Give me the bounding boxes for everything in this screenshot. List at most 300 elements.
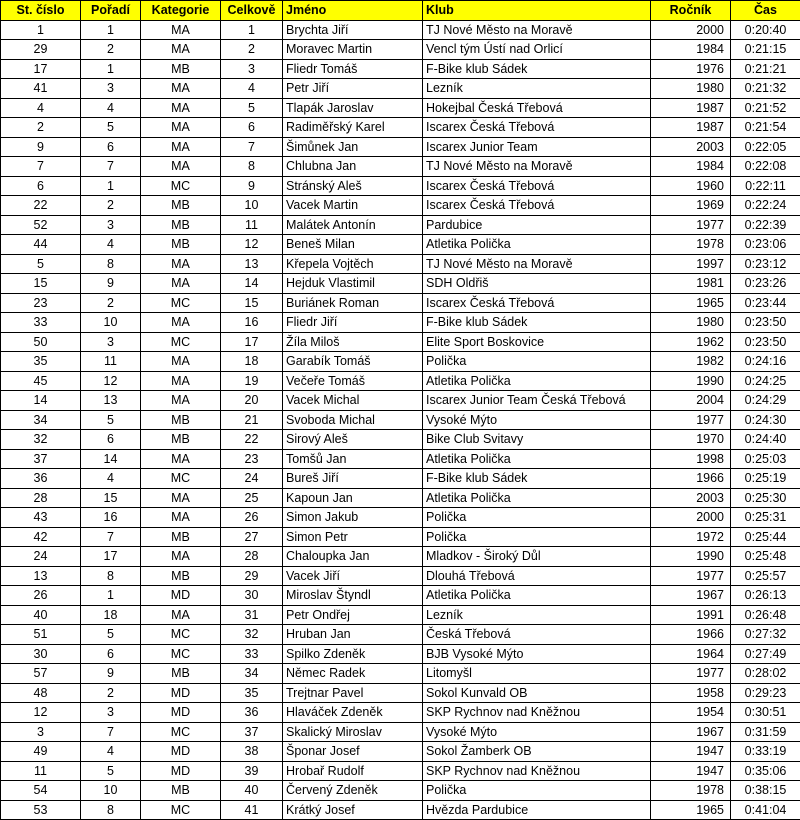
birth-year-cell: 1982 — [651, 352, 731, 372]
table-row — [1, 235, 800, 255]
name-cell: Stránský Aleš — [283, 176, 423, 196]
overall-cell: 20 — [221, 391, 283, 411]
category-cell: MA — [141, 371, 221, 391]
rank-cell: 9 — [81, 664, 141, 684]
overall-cell: 4 — [221, 79, 283, 99]
name-cell: Skalický Miroslav — [283, 722, 423, 742]
overall-cell: 26 — [221, 508, 283, 528]
name-cell: Vacek Martin — [283, 196, 423, 216]
name-cell: Kapoun Jan — [283, 488, 423, 508]
time-cell: 0:35:06 — [731, 761, 800, 781]
category-cell: MA — [141, 40, 221, 60]
rank-cell: 6 — [81, 644, 141, 664]
rank-cell: 10 — [81, 781, 141, 801]
start-number-cell: 3 — [1, 722, 81, 742]
club-cell: Iscarex Junior Team — [423, 137, 651, 157]
table-row — [1, 469, 800, 489]
name-cell: Beneš Milan — [283, 235, 423, 255]
birth-year-cell: 1997 — [651, 254, 731, 274]
name-cell: Červený Zdeněk — [283, 781, 423, 801]
table-row — [1, 59, 800, 79]
start-number-cell: 24 — [1, 547, 81, 567]
name-cell: Simon Petr — [283, 527, 423, 547]
overall-cell: 38 — [221, 742, 283, 762]
category-cell: MB — [141, 781, 221, 801]
start-number-cell: 32 — [1, 430, 81, 450]
birth-year-cell: 1967 — [651, 722, 731, 742]
time-cell: 0:25:03 — [731, 449, 800, 469]
start-number-cell: 6 — [1, 176, 81, 196]
time-cell: 0:28:02 — [731, 664, 800, 684]
table-row — [1, 449, 800, 469]
club-cell: Lezník — [423, 605, 651, 625]
time-cell: 0:24:29 — [731, 391, 800, 411]
time-cell: 0:22:08 — [731, 157, 800, 177]
start-number-cell: 49 — [1, 742, 81, 762]
birth-year-cell: 1987 — [651, 98, 731, 118]
club-cell: Lezník — [423, 79, 651, 99]
category-cell: MC — [141, 293, 221, 313]
overall-cell: 17 — [221, 332, 283, 352]
birth-year-cell: 2000 — [651, 508, 731, 528]
table-row — [1, 547, 800, 567]
category-cell: MA — [141, 391, 221, 411]
club-cell: Litomyšl — [423, 664, 651, 684]
category-cell: MB — [141, 430, 221, 450]
time-cell: 0:24:25 — [731, 371, 800, 391]
category-cell: MA — [141, 508, 221, 528]
overall-cell: 25 — [221, 488, 283, 508]
name-cell: Bureš Jiří — [283, 469, 423, 489]
name-cell: Radiměřský Karel — [283, 118, 423, 138]
time-cell: 0:25:30 — [731, 488, 800, 508]
birth-year-cell: 1976 — [651, 59, 731, 79]
start-number-cell: 29 — [1, 40, 81, 60]
club-cell: Hvězda Pardubice — [423, 800, 651, 820]
club-cell: Atletika Polička — [423, 449, 651, 469]
overall-cell: 23 — [221, 449, 283, 469]
club-cell: Iscarex Česká Třebová — [423, 118, 651, 138]
time-cell: 0:26:48 — [731, 605, 800, 625]
club-cell: Atletika Polička — [423, 586, 651, 606]
club-cell: Sokol Žamberk OB — [423, 742, 651, 762]
name-cell: Žíla Miloš — [283, 332, 423, 352]
table-row — [1, 742, 800, 762]
name-cell: Hrobař Rudolf — [283, 761, 423, 781]
category-cell: MB — [141, 196, 221, 216]
birth-year-cell: 1964 — [651, 644, 731, 664]
rank-cell: 5 — [81, 410, 141, 430]
overall-cell: 29 — [221, 566, 283, 586]
category-cell: MA — [141, 313, 221, 333]
category-cell: MD — [141, 683, 221, 703]
club-cell: Iscarex Česká Třebová — [423, 293, 651, 313]
overall-cell: 5 — [221, 98, 283, 118]
category-cell: MA — [141, 98, 221, 118]
birth-year-cell: 1987 — [651, 118, 731, 138]
time-cell: 0:21:15 — [731, 40, 800, 60]
table-row — [1, 430, 800, 450]
start-number-cell: 51 — [1, 625, 81, 645]
overall-cell: 24 — [221, 469, 283, 489]
overall-cell: 15 — [221, 293, 283, 313]
category-cell: MB — [141, 410, 221, 430]
birth-year-cell: 1947 — [651, 742, 731, 762]
name-cell: Vacek Michal — [283, 391, 423, 411]
rank-cell: 3 — [81, 332, 141, 352]
header-club: Klub — [423, 1, 651, 21]
birth-year-cell: 1980 — [651, 79, 731, 99]
time-cell: 0:31:59 — [731, 722, 800, 742]
time-cell: 0:24:30 — [731, 410, 800, 430]
name-cell: Němec Radek — [283, 664, 423, 684]
category-cell: MC — [141, 332, 221, 352]
start-number-cell: 40 — [1, 605, 81, 625]
header-overall: Celkově — [221, 1, 283, 21]
overall-cell: 2 — [221, 40, 283, 60]
birth-year-cell: 1954 — [651, 703, 731, 723]
birth-year-cell: 1977 — [651, 566, 731, 586]
birth-year-cell: 1981 — [651, 274, 731, 294]
club-cell: Polička — [423, 781, 651, 801]
table-row — [1, 352, 800, 372]
category-cell: MD — [141, 703, 221, 723]
rank-cell: 2 — [81, 293, 141, 313]
category-cell: MD — [141, 761, 221, 781]
name-cell: Buriánek Roman — [283, 293, 423, 313]
start-number-cell: 23 — [1, 293, 81, 313]
name-cell: Chlubna Jan — [283, 157, 423, 177]
start-number-cell: 28 — [1, 488, 81, 508]
rank-cell: 3 — [81, 215, 141, 235]
category-cell: MB — [141, 59, 221, 79]
club-cell: Mladkov - Široký Důl — [423, 547, 651, 567]
club-cell: Bike Club Svitavy — [423, 430, 651, 450]
name-cell: Miroslav Štyndl — [283, 586, 423, 606]
category-cell: MA — [141, 157, 221, 177]
birth-year-cell: 1965 — [651, 293, 731, 313]
time-cell: 0:23:50 — [731, 313, 800, 333]
header-row — [1, 1, 800, 21]
name-cell: Garabík Tomáš — [283, 352, 423, 372]
category-cell: MC — [141, 800, 221, 820]
rank-cell: 2 — [81, 683, 141, 703]
time-cell: 0:23:44 — [731, 293, 800, 313]
start-number-cell: 52 — [1, 215, 81, 235]
time-cell: 0:38:15 — [731, 781, 800, 801]
category-cell: MD — [141, 586, 221, 606]
start-number-cell: 37 — [1, 449, 81, 469]
club-cell: TJ Nové Město na Moravě — [423, 254, 651, 274]
rank-cell: 1 — [81, 176, 141, 196]
start-number-cell: 45 — [1, 371, 81, 391]
overall-cell: 14 — [221, 274, 283, 294]
name-cell: Brychta Jiří — [283, 20, 423, 40]
time-cell: 0:21:32 — [731, 79, 800, 99]
start-number-cell: 4 — [1, 98, 81, 118]
overall-cell: 21 — [221, 410, 283, 430]
name-cell: Křepela Vojtěch — [283, 254, 423, 274]
rank-cell: 5 — [81, 625, 141, 645]
start-number-cell: 50 — [1, 332, 81, 352]
rank-cell: 1 — [81, 20, 141, 40]
club-cell: Polička — [423, 527, 651, 547]
birth-year-cell: 1977 — [651, 664, 731, 684]
table-row — [1, 683, 800, 703]
rank-cell: 10 — [81, 313, 141, 333]
name-cell: Tlapák Jaroslav — [283, 98, 423, 118]
overall-cell: 1 — [221, 20, 283, 40]
table-row — [1, 644, 800, 664]
birth-year-cell: 1998 — [651, 449, 731, 469]
name-cell: Šimůnek Jan — [283, 137, 423, 157]
table-row — [1, 703, 800, 723]
rank-cell: 9 — [81, 274, 141, 294]
rank-cell: 18 — [81, 605, 141, 625]
name-cell: Petr Jiří — [283, 79, 423, 99]
club-cell: Atletika Polička — [423, 235, 651, 255]
club-cell: F-Bike klub Sádek — [423, 59, 651, 79]
birth-year-cell: 1990 — [651, 547, 731, 567]
club-cell: TJ Nové Město na Moravě — [423, 20, 651, 40]
start-number-cell: 35 — [1, 352, 81, 372]
club-cell: Pardubice — [423, 215, 651, 235]
table-row — [1, 605, 800, 625]
birth-year-cell: 1962 — [651, 332, 731, 352]
header-start-number: St. číslo — [1, 1, 81, 21]
overall-cell: 10 — [221, 196, 283, 216]
birth-year-cell: 1967 — [651, 586, 731, 606]
start-number-cell: 41 — [1, 79, 81, 99]
time-cell: 0:22:05 — [731, 137, 800, 157]
rank-cell: 17 — [81, 547, 141, 567]
birth-year-cell: 1980 — [651, 313, 731, 333]
birth-year-cell: 1984 — [651, 40, 731, 60]
start-number-cell: 54 — [1, 781, 81, 801]
birth-year-cell: 2004 — [651, 391, 731, 411]
overall-cell: 11 — [221, 215, 283, 235]
club-cell: Vysoké Mýto — [423, 410, 651, 430]
rank-cell: 14 — [81, 449, 141, 469]
header-category: Kategorie — [141, 1, 221, 21]
start-number-cell: 5 — [1, 254, 81, 274]
category-cell: MB — [141, 215, 221, 235]
start-number-cell: 2 — [1, 118, 81, 138]
name-cell: Sirový Aleš — [283, 430, 423, 450]
start-number-cell: 30 — [1, 644, 81, 664]
category-cell: MD — [141, 742, 221, 762]
overall-cell: 13 — [221, 254, 283, 274]
overall-cell: 34 — [221, 664, 283, 684]
rank-cell: 1 — [81, 586, 141, 606]
birth-year-cell: 2003 — [651, 137, 731, 157]
time-cell: 0:21:54 — [731, 118, 800, 138]
rank-cell: 13 — [81, 391, 141, 411]
birth-year-cell: 1958 — [651, 683, 731, 703]
name-cell: Svoboda Michal — [283, 410, 423, 430]
birth-year-cell: 1978 — [651, 235, 731, 255]
rank-cell: 3 — [81, 703, 141, 723]
club-cell: SKP Rychnov nad Kněžnou — [423, 703, 651, 723]
overall-cell: 41 — [221, 800, 283, 820]
overall-cell: 12 — [221, 235, 283, 255]
table-row — [1, 274, 800, 294]
overall-cell: 28 — [221, 547, 283, 567]
table-row — [1, 488, 800, 508]
name-cell: Vacek Jiří — [283, 566, 423, 586]
club-cell: Vysoké Mýto — [423, 722, 651, 742]
time-cell: 0:27:32 — [731, 625, 800, 645]
table-row — [1, 98, 800, 118]
rank-cell: 4 — [81, 742, 141, 762]
time-cell: 0:29:23 — [731, 683, 800, 703]
header-time: Čas — [731, 1, 800, 21]
table-row — [1, 196, 800, 216]
table-row — [1, 566, 800, 586]
table-row — [1, 215, 800, 235]
birth-year-cell: 1990 — [651, 371, 731, 391]
overall-cell: 40 — [221, 781, 283, 801]
name-cell: Petr Ondřej — [283, 605, 423, 625]
club-cell: Iscarex Česká Třebová — [423, 196, 651, 216]
name-cell: Fliedr Tomáš — [283, 59, 423, 79]
table-row — [1, 20, 800, 40]
birth-year-cell: 1977 — [651, 410, 731, 430]
category-cell: MB — [141, 235, 221, 255]
table-row — [1, 800, 800, 820]
club-cell: SKP Rychnov nad Kněžnou — [423, 761, 651, 781]
club-cell: Vencl tým Ústí nad Orlicí — [423, 40, 651, 60]
category-cell: MC — [141, 176, 221, 196]
rank-cell: 2 — [81, 196, 141, 216]
name-cell: Simon Jakub — [283, 508, 423, 528]
time-cell: 0:22:11 — [731, 176, 800, 196]
time-cell: 0:24:40 — [731, 430, 800, 450]
birth-year-cell: 1977 — [651, 215, 731, 235]
start-number-cell: 15 — [1, 274, 81, 294]
birth-year-cell: 1947 — [651, 761, 731, 781]
start-number-cell: 26 — [1, 586, 81, 606]
overall-cell: 3 — [221, 59, 283, 79]
club-cell: Polička — [423, 352, 651, 372]
start-number-cell: 7 — [1, 157, 81, 177]
start-number-cell: 53 — [1, 800, 81, 820]
category-cell: MB — [141, 566, 221, 586]
table-row — [1, 293, 800, 313]
birth-year-cell: 1991 — [651, 605, 731, 625]
name-cell: Hlaváček Zdeněk — [283, 703, 423, 723]
start-number-cell: 13 — [1, 566, 81, 586]
rank-cell: 4 — [81, 235, 141, 255]
table-row — [1, 391, 800, 411]
time-cell: 0:27:49 — [731, 644, 800, 664]
category-cell: MA — [141, 605, 221, 625]
table-row — [1, 586, 800, 606]
rank-cell: 7 — [81, 527, 141, 547]
category-cell: MB — [141, 527, 221, 547]
birth-year-cell: 1970 — [651, 430, 731, 450]
time-cell: 0:21:21 — [731, 59, 800, 79]
club-cell: Elite Sport Boskovice — [423, 332, 651, 352]
rank-cell: 6 — [81, 430, 141, 450]
rank-cell: 5 — [81, 118, 141, 138]
category-cell: MA — [141, 488, 221, 508]
overall-cell: 9 — [221, 176, 283, 196]
table-row — [1, 781, 800, 801]
table-row — [1, 625, 800, 645]
club-cell: Atletika Polička — [423, 488, 651, 508]
category-cell: MA — [141, 20, 221, 40]
birth-year-cell: 1966 — [651, 625, 731, 645]
overall-cell: 7 — [221, 137, 283, 157]
category-cell: MC — [141, 644, 221, 664]
overall-cell: 30 — [221, 586, 283, 606]
table-row — [1, 40, 800, 60]
category-cell: MA — [141, 79, 221, 99]
rank-cell: 6 — [81, 137, 141, 157]
table-row — [1, 761, 800, 781]
category-cell: MA — [141, 547, 221, 567]
category-cell: MB — [141, 664, 221, 684]
table-row — [1, 664, 800, 684]
birth-year-cell: 2000 — [651, 20, 731, 40]
name-cell: Hruban Jan — [283, 625, 423, 645]
overall-cell: 19 — [221, 371, 283, 391]
rank-cell: 7 — [81, 157, 141, 177]
club-cell: Atletika Polička — [423, 371, 651, 391]
rank-cell: 7 — [81, 722, 141, 742]
club-cell: TJ Nové Město na Moravě — [423, 157, 651, 177]
overall-cell: 18 — [221, 352, 283, 372]
header-birth-year: Ročník — [651, 1, 731, 21]
table-row — [1, 313, 800, 333]
start-number-cell: 42 — [1, 527, 81, 547]
rank-cell: 4 — [81, 469, 141, 489]
category-cell: MA — [141, 274, 221, 294]
table-row — [1, 410, 800, 430]
overall-cell: 33 — [221, 644, 283, 664]
rank-cell: 5 — [81, 761, 141, 781]
category-cell: MA — [141, 352, 221, 372]
birth-year-cell: 1972 — [651, 527, 731, 547]
time-cell: 0:21:52 — [731, 98, 800, 118]
table-row — [1, 79, 800, 99]
overall-cell: 27 — [221, 527, 283, 547]
rank-cell: 15 — [81, 488, 141, 508]
category-cell: MA — [141, 449, 221, 469]
header-rank: Pořadí — [81, 1, 141, 21]
birth-year-cell: 1969 — [651, 196, 731, 216]
time-cell: 0:23:12 — [731, 254, 800, 274]
birth-year-cell: 1978 — [651, 781, 731, 801]
start-number-cell: 11 — [1, 761, 81, 781]
start-number-cell: 17 — [1, 59, 81, 79]
rank-cell: 8 — [81, 800, 141, 820]
time-cell: 0:23:06 — [731, 235, 800, 255]
overall-cell: 37 — [221, 722, 283, 742]
rank-cell: 16 — [81, 508, 141, 528]
overall-cell: 35 — [221, 683, 283, 703]
table-row — [1, 157, 800, 177]
time-cell: 0:22:39 — [731, 215, 800, 235]
table-row — [1, 371, 800, 391]
overall-cell: 8 — [221, 157, 283, 177]
overall-cell: 36 — [221, 703, 283, 723]
start-number-cell: 44 — [1, 235, 81, 255]
birth-year-cell: 1966 — [651, 469, 731, 489]
time-cell: 0:25:19 — [731, 469, 800, 489]
category-cell: MA — [141, 254, 221, 274]
